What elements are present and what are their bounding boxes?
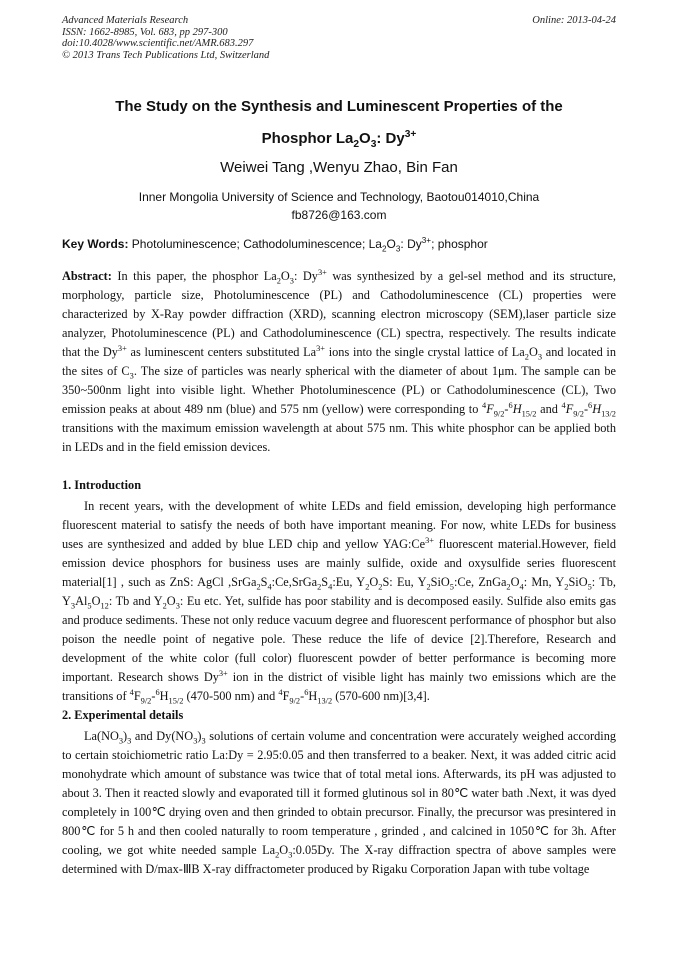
title-line-2: Phosphor $La_2O_3$: $Dy^{3+}$ — [261, 129, 417, 150]
online-date: Online: 2013-04-24 — [532, 15, 616, 26]
title-line-1: The Study on the Synthesis and Luminescent Properties of the — [115, 98, 563, 115]
paper-title — [62, 91, 616, 155]
institution: Inner Mongolia University of Science and Technology, Baotou014010,China — [138, 190, 540, 204]
authors: Weiwei Tang ,Wenyu Zhao, Bin Fan — [220, 159, 458, 176]
section-heading-experimental: 2. Experimental details — [62, 708, 184, 722]
section-heading-introduction: 1. Introduction — [62, 478, 142, 492]
keywords: Key Words: Photoluminescence; Cathodoluminescence; $La_2O_3$: $Dy^{3+}$; phosphor — [62, 236, 488, 254]
experimental-paragraph: $La(NO_3)_3$ and $Dy(NO_3)_3$ solutions of certain volume and concentration were accurately weighed according to certain stoichiometric ratio La:Dy = 2.95:0.05 and then transferred to a beaker. Next, it was added citric acid monohydrate which amount of substance was twice that of total metal ions. Afterwards, its pH was adjusted to about 3. Then it reacted slowly and evaporated till it formed glutinous sol in 80℃ water bath .Next, it was dyed completely in 100℃ drying oven and then grinded to obtain precursor. Finally, the precursor was presintered in 800℃ for 5 h and then cooled naturally to room temperature , grinded , and calcined in 1050℃ for 3h. After cooling, we got white needed sample $La_2O_3:0.05Dy$. The X-ray diffraction spectra of above samples were determined with D/max-ⅢB X-ray diffractometer produced by Rigaku Corporation Japan with tube voltage — [62, 729, 617, 876]
abstract-label: Abstract: — [62, 269, 112, 283]
issn-line: ISSN: 1662-8985, Vol. 683, pp 297-300 — [62, 26, 228, 38]
journal-name: Advanced Materials Research — [62, 15, 189, 26]
doi-line: doi:10.4028/www.scientific.net/AMR.683.297 — [62, 38, 254, 49]
affiliation — [62, 188, 616, 224]
keywords-label: Key Words: — [62, 237, 129, 251]
abstract: Abstract: In this paper, the phosphor $La_2O_3$: $Dy^{3+}$ was synthesized by a gel-sel method and its structure, morphology, particle size, Photoluminescence (PL) and Cathodoluminescence (CL) properties were characterized by X-Ray powder diffraction (XRD), scanning electron microscopy (SEM),laser particle size analyzer, Photoluminescence (PL) and Cathodoluminescence (CL) spectra, respectively. The results indicate that the $Dy^{3+}$ as luminescent centers substituted $La^{3+}$ ions into the single crystal lattice of $La_2O_3$ and located in the sites of $C_3$. The size of particles was nearly spherical with the diameter of about 1μm. The sample can be 350~500nm light into visible light. Whether Photoluminescence (PL) or Cathodoluminescence (CL), Two emission peaks at about 489 nm (blue) and 575 nm (yellow) were corresponding to $^4F_{9/2}-^6H_{15/2}$ and $^4F_{9/2}-^6H_{13/2}$ transitions with the maximum emission wavelength at about 575 nm. This white phosphor can be applied both in LEDs and in the field emission devices. — [62, 267, 617, 454]
introduction-paragraph: In recent years, with the development of white LEDs and field emission, developing high performance fluorescent material to satisfy the needs of both have important meaning. For now, white LEDs for business uses are synthesized and added by blue LED chip and yellow $YAG:Ce^{3+}$ fluorescent material.However, field emission device phosphors for business uses are mainly sulfide, oxide and oxysulfide series fluorescent material[1] , such as ZnS: AgCl $,SrGa_2S_4:Ce,SrGa_2S_4:Eu$, $Y_2O_2S$: Eu, $Y_2SiO_5:Ce$, $ZnGa_2O_4$: Mn, $Y_2SiO_5$: Tb, $Y_3Al_5O_{12}$: Tb and $Y_2O_3$: Eu etc. Yet, sulfide has poor stability and is decomposed easily. Sulfide also emits gas and produce sediments. These not only reduce vacuum degree and fluorescent performance of phosphor but also poison the needle point of negative pole. These reduce the life of device [2].Therefore, Research and development of the white color (full color) fluorescent powder of better performance is becoming more important. Research shows $Dy^{3+}$ ion in the district of visible light has mainly two emissions which are the transitions of $^4F_{9/2}-^6H_{15/2}$ (470-500 nm) and $^4F_{9/2}-^6H_{13/2}$ (570-600 nm)[3,4]. — [62, 499, 616, 706]
email: fb8726@163.com — [291, 208, 387, 222]
journal-header — [62, 15, 616, 61]
copyright-line: © 2013 Trans Tech Publications Ltd, Switzerland — [62, 49, 270, 61]
